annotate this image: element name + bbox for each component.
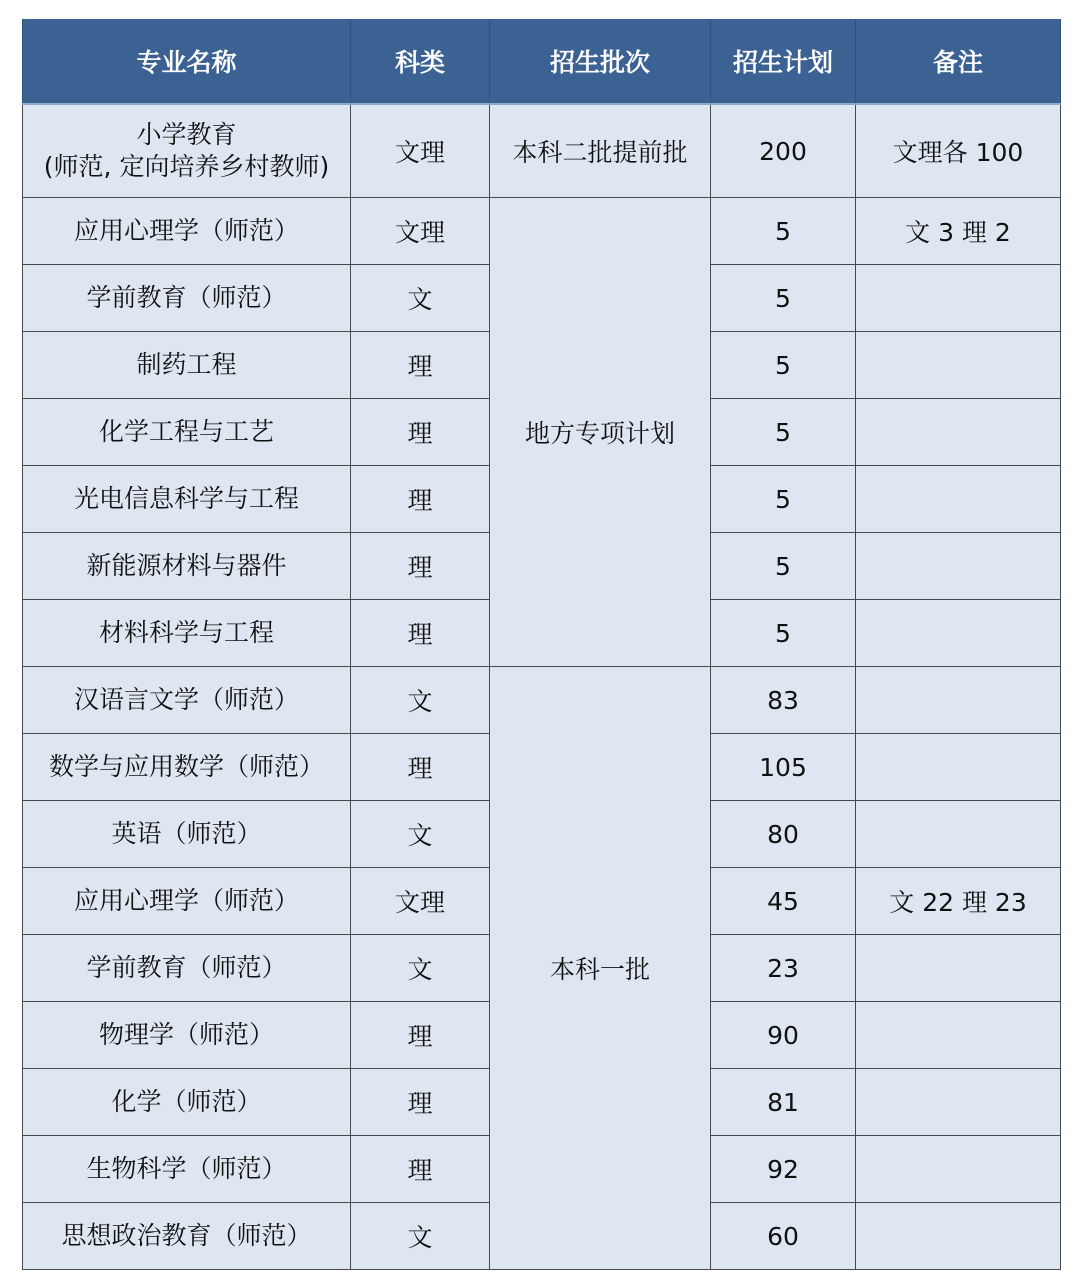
cell-note: 文 3 理 2 bbox=[856, 198, 1061, 265]
cell-note bbox=[856, 1136, 1061, 1203]
table-row bbox=[23, 667, 1061, 734]
major-name-line: 材料科学与工程 bbox=[98, 618, 274, 647]
cell-plan: 5 bbox=[711, 198, 856, 265]
column-header-major: 专业名称 bbox=[23, 19, 351, 104]
cell-major bbox=[23, 801, 351, 868]
major-name-line: 应用心理学（师范） bbox=[73, 216, 299, 245]
cell-major bbox=[23, 265, 351, 332]
cell-major bbox=[23, 466, 351, 533]
cell-category: 理 bbox=[351, 332, 490, 399]
cell-category: 理 bbox=[351, 600, 490, 667]
cell-category: 理 bbox=[351, 1136, 490, 1203]
cell-note bbox=[856, 466, 1061, 533]
column-header-note: 备注 bbox=[856, 19, 1061, 104]
cell-note bbox=[856, 734, 1061, 801]
cell-batch: 地方专项计划 bbox=[490, 198, 711, 667]
cell-plan: 5 bbox=[711, 332, 856, 399]
cell-note bbox=[856, 1002, 1061, 1069]
major-name-line: 生物科学（师范） bbox=[86, 1154, 287, 1183]
cell-major bbox=[23, 399, 351, 466]
cell-note: 文 22 理 23 bbox=[856, 868, 1061, 935]
cell-category: 文 bbox=[351, 935, 490, 1002]
cell-plan: 200 bbox=[711, 104, 856, 198]
major-name-line: 数学与应用数学（师范） bbox=[48, 752, 324, 781]
cell-plan: 5 bbox=[711, 600, 856, 667]
cell-plan: 5 bbox=[711, 399, 856, 466]
cell-category: 理 bbox=[351, 399, 490, 466]
cell-batch: 本科一批 bbox=[490, 667, 711, 1270]
cell-batch: 本科二批提前批 bbox=[490, 104, 711, 198]
cell-plan: 92 bbox=[711, 1136, 856, 1203]
table-body bbox=[23, 104, 1061, 1270]
major-name-line: (师范, 定向培养乡村教师) bbox=[43, 152, 330, 181]
cell-major bbox=[23, 332, 351, 399]
table-row bbox=[23, 198, 1061, 265]
cell-category: 文 bbox=[351, 265, 490, 332]
major-name-line: 化学（师范） bbox=[111, 1087, 262, 1116]
cell-note bbox=[856, 667, 1061, 734]
cell-note bbox=[856, 935, 1061, 1002]
cell-category: 文理 bbox=[351, 198, 490, 265]
column-header-plan: 招生计划 bbox=[711, 19, 856, 104]
major-name-line: 思想政治教育（师范） bbox=[61, 1221, 312, 1250]
cell-note bbox=[856, 1069, 1061, 1136]
column-header-category: 科类 bbox=[351, 19, 490, 104]
cell-note: 文理各 100 bbox=[856, 104, 1061, 198]
cell-category: 理 bbox=[351, 533, 490, 600]
cell-major bbox=[23, 1002, 351, 1069]
cell-category: 文 bbox=[351, 801, 490, 868]
cell-note bbox=[856, 600, 1061, 667]
major-name-line: 光电信息科学与工程 bbox=[73, 484, 299, 513]
major-name-line: 学前教育（师范） bbox=[86, 283, 287, 312]
major-name-line: 化学工程与工艺 bbox=[98, 417, 274, 446]
major-name-line: 英语（师范） bbox=[111, 819, 262, 848]
enrollment-plan-table bbox=[22, 19, 1061, 1270]
cell-plan: 23 bbox=[711, 935, 856, 1002]
cell-note bbox=[856, 265, 1061, 332]
cell-note bbox=[856, 332, 1061, 399]
cell-note bbox=[856, 533, 1061, 600]
cell-category: 理 bbox=[351, 734, 490, 801]
cell-plan: 90 bbox=[711, 1002, 856, 1069]
major-name-line: 应用心理学（师范） bbox=[73, 886, 299, 915]
cell-category: 文 bbox=[351, 1203, 490, 1270]
cell-major bbox=[23, 104, 351, 198]
cell-category: 文 bbox=[351, 667, 490, 734]
cell-plan: 45 bbox=[711, 868, 856, 935]
cell-category: 文理 bbox=[351, 104, 490, 198]
cell-major bbox=[23, 533, 351, 600]
cell-plan: 5 bbox=[711, 466, 856, 533]
table-row bbox=[23, 104, 1061, 198]
cell-category: 理 bbox=[351, 1002, 490, 1069]
cell-major bbox=[23, 1136, 351, 1203]
cell-plan: 60 bbox=[711, 1203, 856, 1270]
cell-note bbox=[856, 1203, 1061, 1270]
table-header bbox=[23, 19, 1061, 104]
cell-major bbox=[23, 667, 351, 734]
header-row bbox=[23, 19, 1061, 104]
cell-note bbox=[856, 399, 1061, 466]
cell-major bbox=[23, 935, 351, 1002]
major-name-line: 学前教育（师范） bbox=[86, 953, 287, 982]
cell-plan: 5 bbox=[711, 265, 856, 332]
major-name-line: 汉语言文学（师范） bbox=[73, 685, 299, 714]
cell-category: 理 bbox=[351, 466, 490, 533]
cell-plan: 83 bbox=[711, 667, 856, 734]
major-name-line: 制药工程 bbox=[136, 350, 237, 379]
cell-category: 文理 bbox=[351, 868, 490, 935]
cell-major bbox=[23, 600, 351, 667]
cell-plan: 5 bbox=[711, 533, 856, 600]
major-name-line: 新能源材料与器件 bbox=[86, 551, 287, 580]
cell-major bbox=[23, 734, 351, 801]
major-name-line: 物理学（师范） bbox=[98, 1020, 274, 1049]
cell-major bbox=[23, 868, 351, 935]
cell-category: 理 bbox=[351, 1069, 490, 1136]
column-header-batch: 招生批次 bbox=[490, 19, 711, 104]
major-name-line: 小学教育 bbox=[136, 120, 237, 149]
cell-plan: 105 bbox=[711, 734, 856, 801]
enrollment-plan-table-container bbox=[22, 19, 1060, 1270]
cell-plan: 81 bbox=[711, 1069, 856, 1136]
cell-major bbox=[23, 1069, 351, 1136]
cell-major bbox=[23, 198, 351, 265]
cell-plan: 80 bbox=[711, 801, 856, 868]
cell-major bbox=[23, 1203, 351, 1270]
cell-note bbox=[856, 801, 1061, 868]
